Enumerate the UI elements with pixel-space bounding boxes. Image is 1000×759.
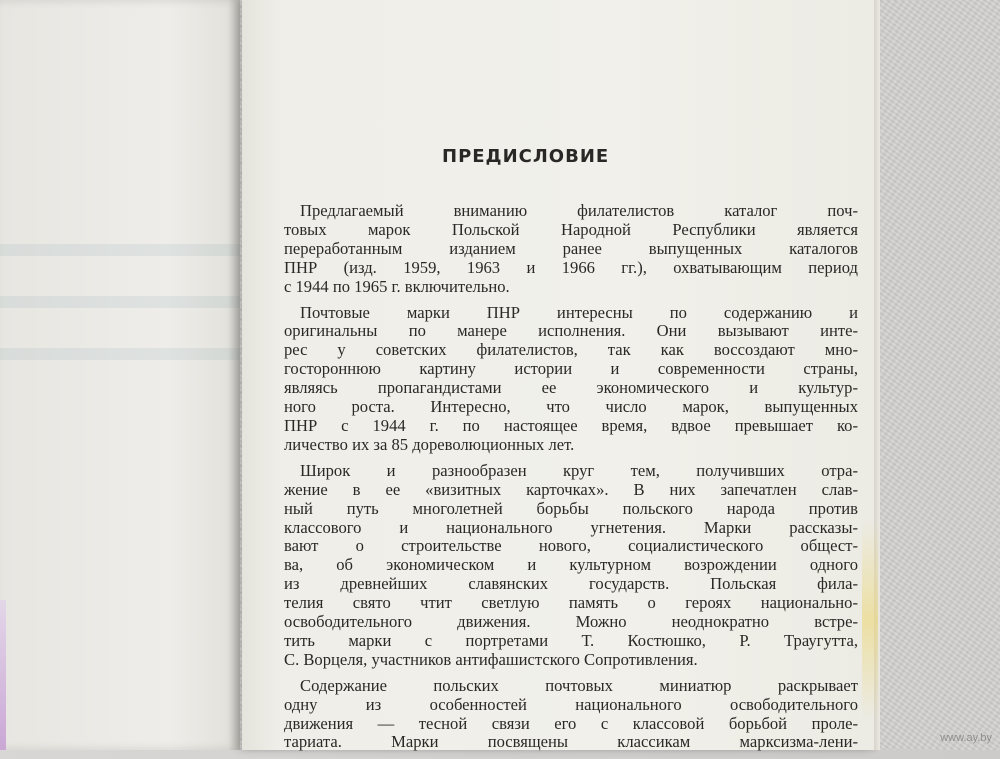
text-line: одну из особенностей национального освободительного xyxy=(284,694,858,714)
text-line: ПНР (изд. 1959, 1963 и 1966 гг.), охватывающим период xyxy=(284,257,858,277)
text-line: ного роста. Интересно, что число марок, выпущенных xyxy=(284,397,858,417)
page-heading: ПРЕДИСЛОВИЕ xyxy=(442,146,610,167)
site-watermark: www.ay.by xyxy=(940,732,992,744)
text-line: ва, об экономическом и культурном возрождении одного xyxy=(284,555,858,575)
text-line: жение в ее «визитных карточках». В них запечатлен слав- xyxy=(284,479,858,499)
text-line: движения — тесной связи его с классовой борьбой проле- xyxy=(284,713,858,733)
text-line: вают о строительстве нового, социалистического общест- xyxy=(284,536,858,556)
text-line: Почтовые марки ПНР интересны по содержанию и xyxy=(300,302,858,322)
text-line: с 1944 по 1965 г. включительно. xyxy=(284,276,510,296)
text-line: Предлагаемый вниманию филателистов каталог поч- xyxy=(300,201,858,220)
show-through-print xyxy=(0,230,240,400)
text-line: освободительного движения. Можно неоднократно встре- xyxy=(284,612,858,632)
text-line: тить марки с портретами Т. Костюшко, Р. Траугутта, xyxy=(284,630,858,650)
paragraph-4 xyxy=(284,677,858,753)
text-line: переработанным изданием ранее выпущенных каталогов xyxy=(284,238,858,258)
paper-stain xyxy=(862,520,878,720)
text-line: телия свято чтит светлую память о героях национально- xyxy=(284,593,858,613)
body-text xyxy=(284,202,858,759)
page-edge-tint xyxy=(0,600,6,750)
text-line: личество их за 85 дореволюционных лет. xyxy=(284,434,575,454)
text-line: С. Ворцеля, участников антифашистского Сопротивления. xyxy=(284,649,698,669)
text-line: рес у советских филателистов, так как воссоздают мно- xyxy=(284,340,858,360)
text-line: товых марок Польской Народной Республики является xyxy=(284,219,858,239)
text-line: ный путь многолетней борьбы польского народа против xyxy=(284,498,858,518)
text-line: Широк и разнообразен круг тем, получивших отра- xyxy=(300,460,858,480)
text-line: Содержание польских почтовых миниатюр раскрывает xyxy=(300,675,858,695)
facing-page-left xyxy=(0,0,240,750)
text-line: являясь пропагандистами ее экономического и культур- xyxy=(284,378,858,398)
text-line: оригинальны по манере исполнения. Они вызывают инте- xyxy=(284,321,858,341)
text-line: тариата. Марки посвящены классикам марксизма-лени- xyxy=(284,732,858,752)
text-line: ПНР с 1944 г. по настоящее время, вдвое превышает ко- xyxy=(284,415,858,435)
paragraph-1 xyxy=(284,202,858,297)
text-line: классового и национального угнетения. Марки рассказы- xyxy=(284,517,858,537)
paragraph-2 xyxy=(284,304,858,455)
paragraph-3 xyxy=(284,462,858,670)
text-line: из древнейших славянских государств. Польская фила- xyxy=(284,574,858,594)
text-line: гостороннюю картину истории и современности страны, xyxy=(284,359,858,379)
